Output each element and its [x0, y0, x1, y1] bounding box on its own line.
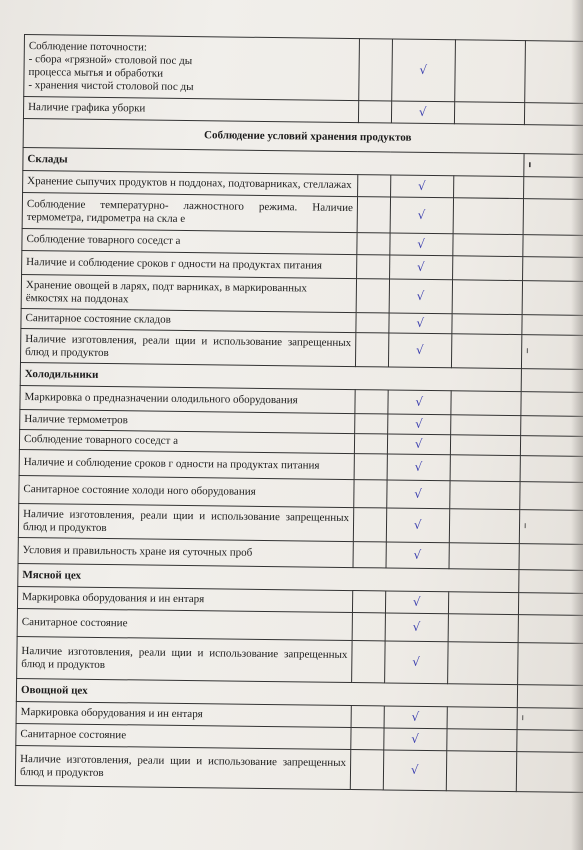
criterion-line: Условия и правильность хране ия суточных проб [22, 544, 253, 559]
criterion-line: процесса мытья и обработки [28, 65, 164, 80]
empty-cell [449, 509, 519, 544]
check-mark-cell: √ [384, 706, 448, 729]
empty-cell [353, 508, 386, 542]
group-title: Склады [23, 147, 524, 176]
empty-cell [358, 175, 391, 197]
empty-cell [453, 198, 523, 235]
criterion-line: Наличие изготовления, реали щии и использование запрещенных блюд и продуктов [21, 644, 348, 671]
empty-cell [451, 334, 521, 369]
criterion-line: Хранение овощей в ларях, подт варниках, в маркированных ёмкостях на поддонах [25, 278, 308, 305]
check-mark-cell: √ [387, 414, 450, 435]
criterion-line: Соблюдение температурно- лажностного режима. Наличие термометра, гидрометра на скла е [26, 197, 353, 225]
check-mark-cell: √ [389, 233, 453, 256]
empty-cell [447, 707, 517, 730]
criterion-line: Маркировка о предназначении олодильного оборудования [24, 391, 298, 407]
check-mark-cell: √ [384, 641, 448, 684]
criterion-line: - хранения чистой столовой пос ды [28, 78, 194, 93]
checklist-row [15, 745, 583, 792]
empty-cell [350, 750, 383, 790]
criterion-line: Наличие и соблюдение сроков г одности на продуктах питания [26, 256, 323, 272]
check-mark-cell: √ [383, 728, 447, 751]
check-mark-cell: √ [389, 255, 453, 280]
check-mark-cell: √ [388, 313, 451, 334]
empty-cell [354, 480, 387, 508]
criterion-line: Наличие изготовления, реали щии и использование запрещенных блюд и продуктов [22, 507, 350, 534]
empty-cell [448, 614, 518, 643]
empty-cell [354, 454, 387, 480]
empty-cell [357, 197, 390, 233]
criterion-line: Санитарное состояние холоди ного оборудования [23, 483, 256, 498]
criterion-text [18, 537, 353, 567]
inspection-table-body [15, 35, 583, 793]
criterion-text [21, 274, 356, 312]
empty-cell [451, 391, 521, 416]
empty-cell [352, 613, 385, 641]
empty-cell [454, 102, 524, 125]
empty-cell [358, 101, 391, 123]
criterion-line: Санитарное состояние складов [25, 312, 171, 326]
group-title: Холодильники [20, 362, 521, 391]
check-mark-cell: √ [390, 175, 454, 198]
criterion-line: - сбора «грязной» столовой пос ды [28, 52, 193, 67]
empty-cell [448, 592, 518, 615]
empty-cell [450, 435, 520, 456]
empty-cell [452, 256, 522, 281]
criterion-line: Соблюдение товарного соседст а [26, 233, 181, 247]
check-mark-cell: √ [390, 197, 454, 234]
section-title: Соблюдение условий хранения продуктов [23, 118, 583, 154]
empty-cell [356, 279, 389, 313]
criterion-line: Хранение сыпучих продуктов н поддонах, подтоварниках, стеллажах [27, 175, 352, 192]
empty-cell [449, 543, 519, 570]
check-mark-cell: √ [389, 279, 453, 314]
check-mark-cell: √ [386, 480, 450, 509]
criterion-text [18, 503, 353, 541]
check-mark-cell: √ [386, 508, 450, 543]
criterion-text [19, 449, 354, 479]
empty-cell [453, 176, 523, 199]
criterion-line: Санитарное состояние [21, 616, 128, 630]
criterion-line: Соблюдение поточности: [28, 39, 148, 54]
criterion-text [17, 608, 352, 640]
empty-cell [351, 728, 384, 750]
check-mark-cell: √ [387, 434, 450, 455]
empty-cell [359, 39, 392, 101]
empty-cell [452, 280, 522, 315]
empty-cell [351, 706, 384, 728]
group-title: Овощной цех [16, 678, 517, 707]
criterion-line: Наличие и соблюдение сроков г одности на продуктах питания [23, 456, 320, 472]
empty-cell [354, 434, 387, 454]
empty-cell [357, 233, 390, 255]
empty-cell [352, 591, 385, 613]
criterion-line: Наличие изготовления, реали щии и использование запрещенных блюд и продуктов [25, 332, 352, 359]
checklist-row [17, 636, 583, 685]
check-mark-cell: √ [383, 750, 447, 791]
empty-cell [353, 542, 386, 568]
empty-cell [446, 751, 516, 792]
empty-cell [355, 333, 388, 367]
empty-cell [355, 414, 388, 434]
criterion-line: Наличие термометров [24, 413, 128, 427]
empty-cell [452, 314, 522, 335]
group-title: Мясной цех [18, 563, 519, 592]
check-mark-cell: √ [387, 454, 451, 481]
criterion-line: Наличие изготовления, реали щии и использование запрещенных блюд и продуктов [19, 752, 347, 779]
criterion-text [17, 636, 352, 682]
check-mark-cell: √ [385, 591, 449, 614]
page-edge-shadow [571, 0, 583, 850]
checklist-row [24, 35, 583, 104]
empty-cell [357, 255, 390, 279]
criterion-text [20, 328, 355, 366]
empty-cell [453, 234, 523, 257]
check-mark-cell: √ [391, 101, 455, 124]
criterion-line: Маркировка оборудования и ин ентаря [20, 706, 203, 721]
check-mark-cell: √ [391, 39, 455, 102]
criterion-line: Соблюдение товарного соседст а [23, 433, 179, 447]
criterion-text [19, 475, 354, 507]
check-mark-cell: √ [387, 390, 451, 415]
criterion-text [15, 745, 350, 789]
empty-cell [447, 729, 517, 752]
margin-mark: ı [521, 335, 583, 370]
empty-cell [356, 313, 389, 333]
check-mark-cell: √ [385, 613, 449, 642]
margin-mark: ı [524, 154, 583, 178]
empty-cell [455, 40, 526, 103]
margin-mark: ı [517, 708, 583, 731]
inspection-table [15, 34, 583, 793]
criterion-line: Маркировка оборудования и ин ентаря [22, 591, 205, 606]
criterion-line: Санитарное состояние [20, 728, 127, 742]
criterion-text [22, 192, 357, 232]
empty-cell [355, 390, 388, 414]
check-mark-cell: √ [388, 333, 452, 368]
empty-cell [450, 481, 520, 510]
criterion-text [24, 35, 360, 101]
empty-cell [352, 641, 385, 683]
margin-mark: ı [519, 510, 583, 545]
criterion-line: Наличие графика уборки [28, 101, 146, 115]
check-mark-cell: √ [386, 542, 450, 569]
empty-cell [450, 455, 520, 482]
empty-cell [450, 415, 520, 436]
empty-cell [447, 642, 518, 685]
